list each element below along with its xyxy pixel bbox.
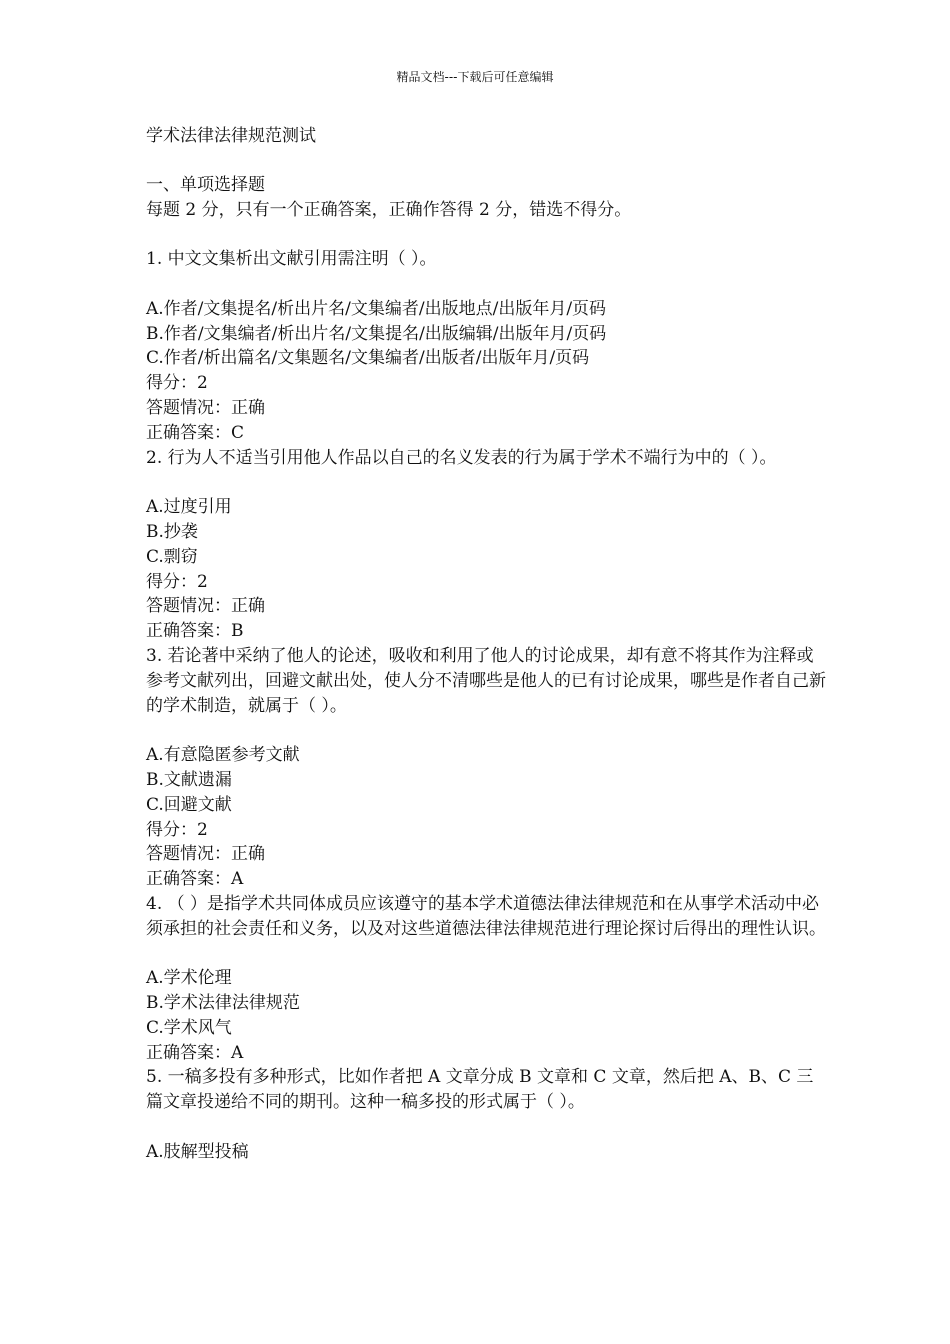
answer-status: 答题情况：正确	[146, 596, 265, 617]
answer-status: 答题情况：正确	[146, 397, 265, 418]
correct-answer: 正确答案：C	[146, 422, 245, 443]
correct-answer: 正确答案：A	[146, 1042, 244, 1063]
correct-answer: 正确答案：B	[146, 621, 244, 642]
document-body	[146, 124, 826, 1165]
question-text: 5. 一稿多投有多种形式，比如作者把 A 文章分成 B 文章和 C 文章，然后把 A、B、C 三篇文章投递给不同的期刊。这种一稿多投的形式属于（ ）。	[146, 1067, 814, 1113]
option: A.过度引用	[146, 497, 232, 518]
option: C.学术风气	[146, 1017, 232, 1038]
score: 得分：2	[146, 819, 208, 840]
page-header: 精品文档---下载后可任意编辑	[396, 70, 554, 84]
score: 得分：2	[146, 571, 208, 592]
question-text: 3. 若论著中采纳了他人的论述，吸收和利用了他人的讨论成果，却有意不将其作为注释或参考文献列出，回避文献出处，使人分不清哪些是他人的已有讨论成果，哪些是作者自己新的学术制造，就属于（ ）。	[146, 645, 826, 716]
option: A.肢解型投稿	[146, 1141, 249, 1162]
option: A.学术伦理	[146, 968, 232, 989]
option: C.剽窃	[146, 546, 198, 567]
question-text: 2. 行为人不适当引用他人作品以自己的名义发表的行为属于学术不端行为中的（ ）。	[146, 447, 777, 468]
option: B.文献遗漏	[146, 769, 232, 790]
section-heading: 一、单项选择题	[146, 174, 265, 195]
option: B.抄袭	[146, 521, 198, 542]
question-text: 1. 中文文集析出文献引用需注明（ ）。	[146, 249, 437, 270]
option: B.学术法律法律规范	[146, 993, 300, 1014]
correct-answer: 正确答案：A	[146, 869, 244, 890]
option: C.回避文献	[146, 794, 232, 815]
score: 得分：2	[146, 373, 208, 394]
option: B.作者/文集编者/析出片名/文集提名/出版编辑/出版年月/页码	[146, 323, 607, 344]
document-title: 学术法律法律规范测试	[146, 126, 316, 146]
option: C.作者/析出篇名/文集题名/文集编者/出版者/出版年月/页码	[146, 348, 590, 369]
answer-status: 答题情况：正确	[146, 844, 265, 865]
question-text: 4. （ ）是指学术共同体成员应该遵守的基本学术道德法律法律规范和在从事学术活动中必须承担的社会责任和义务，以及对这些道德法律法律规范进行理论探讨后得出的理性认识。	[146, 893, 826, 939]
option: A.有意隐匿参考文献	[146, 745, 300, 766]
option: A.作者/文集提名/析出片名/文集编者/出版地点/出版年月/页码	[146, 298, 607, 319]
section-instructions: 每题 2 分，只有一个正确答案，正确作答得 2 分，错选不得分。	[146, 199, 632, 220]
